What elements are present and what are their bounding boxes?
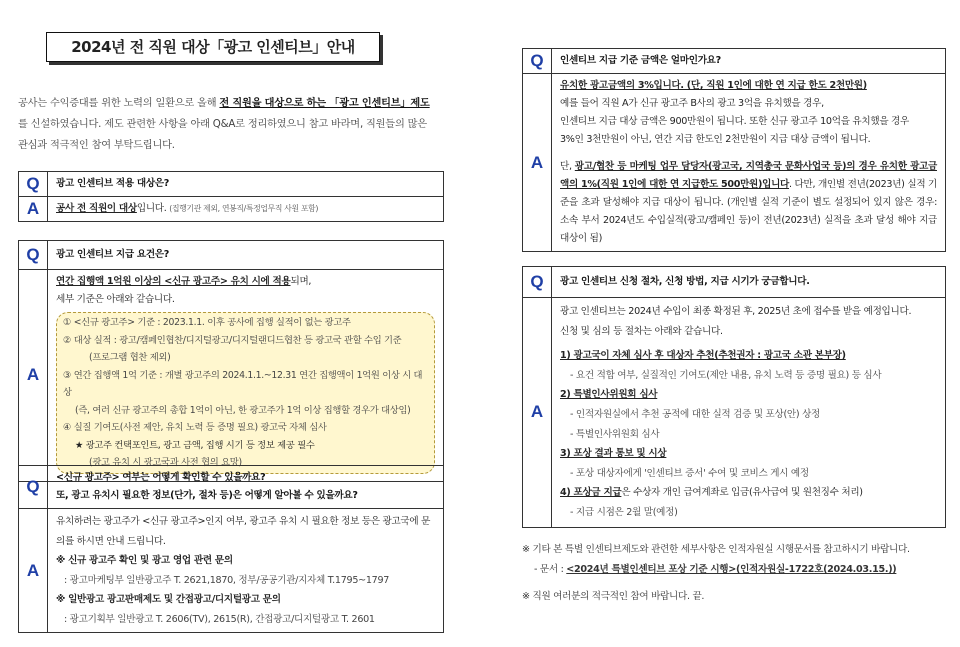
answer-rest: 되며, bbox=[290, 276, 312, 287]
q-icon: Q bbox=[523, 267, 552, 297]
step-heading-emphasis: 4) 포상금 지급 bbox=[560, 487, 622, 499]
answer-note: (집행기관 제외, 연봉직/특정업무직 사원 포함) bbox=[169, 204, 319, 213]
question-text: 광고 인센티브 지급 요건은? bbox=[56, 249, 170, 260]
answer-emphasis: 공사 전 직원이 대상 bbox=[56, 203, 137, 214]
qa-inquiry bbox=[18, 465, 444, 633]
a-icon: A bbox=[523, 298, 552, 527]
answer-line bbox=[56, 273, 435, 291]
note-closing: ※ 직원 여러분의 적극적인 참여 바랍니다. 끝. bbox=[522, 591, 705, 602]
note-reference: ※ 기타 본 특별 인센티브제도와 관련한 세부사항은 인적자원실 시행문서를 참고하시기 바랍니다. bbox=[522, 544, 910, 555]
document-link: <2024년 특별인센티브 포상 기준 시행>(인적자원실-1722호(2024.03.15.)) bbox=[566, 564, 897, 575]
question-row bbox=[19, 466, 443, 509]
answer-row bbox=[19, 509, 443, 632]
qa-requirements bbox=[18, 240, 444, 482]
step-heading: 2) 특별인사위원회 심사 bbox=[560, 389, 658, 401]
question-line: 또, 광고 유치시 필요한 정보(단가, 절차 등)은 어떻게 알아볼 수 있을까요? bbox=[56, 490, 358, 501]
step-detail: - 특별인사위원회 심사 bbox=[570, 428, 660, 440]
contact-heading: ※ 신규 광고주 확인 및 광고 영업 관련 문의 bbox=[56, 555, 233, 566]
answer-body bbox=[552, 298, 945, 527]
intro-paragraph bbox=[18, 93, 438, 156]
q-icon: Q bbox=[523, 49, 552, 73]
answer-body bbox=[48, 270, 443, 481]
step-detail: - 요건 적합 여부, 실질적인 기여도(제안 내용, 유치 노력 등 증명 필요) 등 심사 bbox=[570, 369, 882, 381]
contact-line: : 광고기획부 일반광고 T. 2606(TV), 2615(R), 간접광고/디지털광고 T. 2601 bbox=[64, 613, 375, 625]
step-detail: - 포상 대상자에게 '인센티브 증서' 수여 및 코비스 게시 예정 bbox=[570, 467, 809, 479]
question-text: 인센티브 지급 기준 금액은 얼마인가요? bbox=[560, 55, 721, 66]
criteria-item: (광고 유치 시 광고국과 사전 협의 요망) bbox=[89, 457, 242, 468]
note-document-label: - 문서 : bbox=[534, 564, 567, 575]
a-icon: A bbox=[19, 270, 48, 481]
contact-heading: ※ 일반광고 광고판매제도 및 간접광고/디지털광고 문의 bbox=[56, 594, 281, 605]
qa-target bbox=[18, 171, 444, 222]
question-row bbox=[19, 172, 443, 197]
answer-text bbox=[48, 197, 443, 221]
step-detail: - 지급 시점은 2월 말(예정) bbox=[570, 506, 678, 518]
note-document bbox=[534, 561, 896, 579]
answer-line: 신청 및 심의 등 절차는 아래와 같습니다. bbox=[560, 325, 723, 337]
question-row bbox=[19, 241, 443, 270]
answer-line: 세부 기준은 아래와 같습니다. bbox=[56, 294, 175, 305]
answer-line: 예를 들어 직원 A가 신규 광고주 B사의 광고 3억을 유치했을 경우, bbox=[560, 98, 824, 109]
criteria-item: (즉, 여러 신규 광고주의 총합 1억이 아닌, 한 광고주가 1억 이상 집행할 경우가 대상임) bbox=[75, 404, 411, 416]
answer-row bbox=[19, 197, 443, 221]
q-icon: Q bbox=[19, 172, 48, 196]
step-heading bbox=[560, 483, 937, 503]
intro-text-rest: 를 신설하였습니다. 제도 관련한 사항을 아래 Q&A로 정리하였으니 참고 바라며, 직원들의 많은 관심과 적극적인 참여 부탁드립니다. bbox=[18, 119, 427, 151]
answer-body bbox=[552, 74, 945, 251]
qa-amount bbox=[522, 48, 946, 252]
criteria-item: ① <신규 광고주> 기준 : 2023.1.1. 이후 공사에 집행 실적이 없는 광고주 bbox=[63, 317, 351, 328]
answer-line: 유치하려는 광고주가 <신규 광고주>인지 여부, 광고주 유치 시 필요한 정보 등은 광고국에 문의를 하시면 안내 드립니다. bbox=[56, 516, 431, 547]
answer-body bbox=[48, 509, 443, 632]
answer-rest: 단, bbox=[560, 161, 575, 172]
answer-row bbox=[19, 270, 443, 481]
answer-rest: 입니다. bbox=[136, 203, 167, 214]
step-detail: - 인적자원실에서 추천 공적에 대한 실적 검증 및 포상(안) 상정 bbox=[570, 408, 821, 420]
criteria-item: ③ 연간 집행액 1억 기준 : 개별 광고주의 2024.1.1.~12.31 연간 집행액이 1억원 이상 시 대상 bbox=[63, 369, 423, 398]
step-heading: 1) 광고국이 자체 심사 후 대상자 추천(추천권자 : 광고국 소관 본부장) bbox=[560, 350, 846, 362]
qa-procedure bbox=[522, 266, 946, 528]
question-text: 광고 인센티브 적용 대상은? bbox=[56, 178, 170, 189]
answer-line: 3%인 3천만원이 아닌, 연간 지급 한도인 2천만원이 지급 대상 금액이 됩니다. bbox=[560, 134, 871, 145]
question-line: <신규 광고주> 여부는 어떻게 확인할 수 있을까요? bbox=[56, 472, 266, 483]
step-heading: 3) 포상 결과 통보 및 시상 bbox=[560, 448, 667, 460]
question-text bbox=[48, 466, 443, 508]
question-row bbox=[523, 49, 945, 74]
a-icon: A bbox=[19, 197, 48, 221]
answer-row bbox=[523, 74, 945, 251]
answer-line: 인센티브 지급 대상 금액은 900만원이 됩니다. 또한 신규 광고주 10억을 유치했을 경우 bbox=[560, 116, 909, 127]
a-icon: A bbox=[523, 74, 552, 251]
intro-emphasis: 전 직원을 대상으로 하는 「광고 인센티브」제도 bbox=[219, 98, 430, 109]
answer-line: 광고 인센티브는 2024년 수입이 최종 확정된 후, 2025년 초에 접수를 받을 예정입니다. bbox=[560, 306, 912, 317]
page-title: 2024년 전 직원 대상「광고 인센티브」안내 bbox=[46, 32, 380, 62]
q-icon: Q bbox=[19, 466, 48, 508]
criteria-box bbox=[56, 312, 435, 474]
step-heading-rest: 은 수상자 개인 급여계좌로 입금(유사급여 및 원천징수 처리) bbox=[621, 487, 863, 499]
answer-rest: . 다만, 개인별 전년(2023년) 실적 기준을 초과 달성해야 지급 대상이 됩니다. (개인별 실적 기준이 별도 설정되어 있지 않은 경우: 소속 부서 2024년도 수입실적(광고/캠페인 등)이 전년(2023년) 실적을 초과 달성 해야 지급 대상이 됨) bbox=[560, 179, 938, 244]
criteria-item: (프로그램 협찬 제외) bbox=[89, 352, 171, 363]
criteria-item: ★ 광고주 컨택포인트, 광고 금액, 집행 시기 등 정보 제공 필수 bbox=[75, 439, 315, 451]
answer-emphasis: 광고/협찬 등 마케팅 업무 담당자(광고국, 지역총국 문화사업국 등)의 경우 유치한 광고금액의 1%(직원 1인에 대한 연 지급한도 500만원)입니다 bbox=[560, 161, 938, 190]
contact-line: : 광고마케팅부 일반광고주 T. 2621,1870, 정부/공공기관/지자체 T.1795~1797 bbox=[64, 574, 390, 586]
answer-emphasis: 유치한 광고금액의 3%입니다. (단, 직원 1인에 대한 연 지급 한도 2천만원) bbox=[560, 80, 867, 91]
question-row bbox=[523, 267, 945, 298]
q-icon: Q bbox=[19, 241, 48, 269]
answer-paragraph bbox=[560, 158, 937, 248]
a-icon: A bbox=[19, 509, 48, 632]
criteria-item: ④ 실질 기여도(사전 제안, 유치 노력 등 증명 필요) 광고국 자체 심사 bbox=[63, 422, 327, 433]
criteria-item: ② 대상 실적 : 광고/캠페인협찬/디지털광고/디지털랜디드협찬 등 광고국 관할 수입 기준 bbox=[63, 334, 402, 346]
question-text: 광고 인센티브 신청 절차, 신청 방법, 지급 시기가 궁금합니다. bbox=[560, 276, 810, 287]
answer-emphasis: 연간 집행액 1억원 이상의 <신규 광고주> 유치 시에 적용 bbox=[56, 276, 291, 287]
intro-text: 공사는 수익증대를 위한 노력의 일환으로 올해 bbox=[18, 98, 220, 109]
answer-row bbox=[523, 298, 945, 527]
